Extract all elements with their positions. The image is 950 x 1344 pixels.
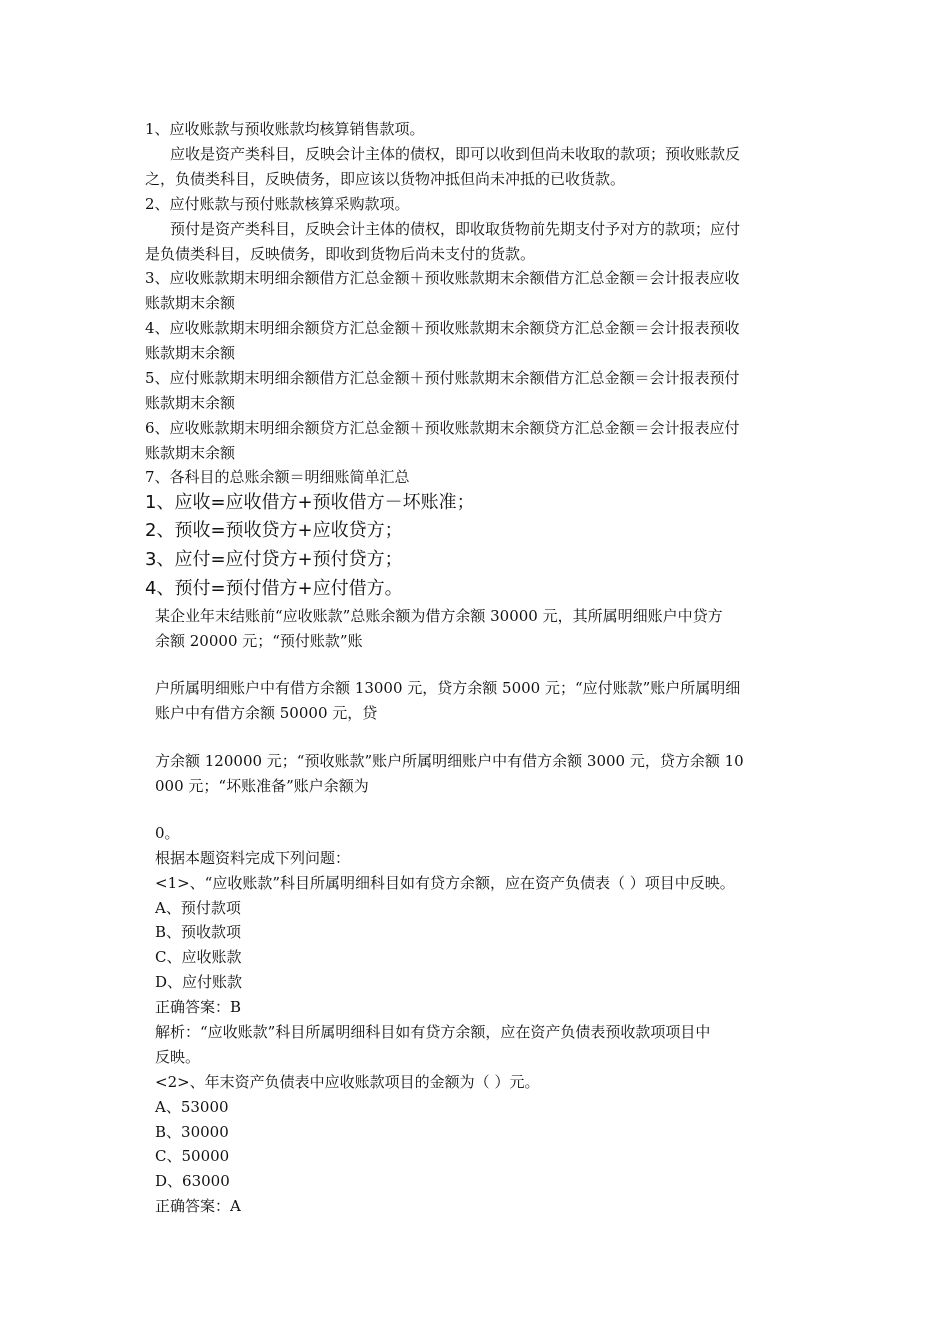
formula-4: 4、预付=预付借方+应付借方。 bbox=[145, 578, 403, 599]
q1-analysis-a: 解析：“应收账款”科目所属明细科目如有贷方余额，应在资产负债表预收款项项目中 bbox=[155, 1023, 711, 1041]
paragraph-2a: 预付是资产类科目，反映会计主体的债权，即收取货物前先期支付予对方的款项；应付 bbox=[170, 220, 741, 238]
q2-answer: 正确答案：A bbox=[155, 1197, 241, 1215]
q2-option-a: A、53000 bbox=[155, 1098, 229, 1116]
case-line-3: 户所属明细账户中有借方余额 13000 元，贷方余额 5000 元；“应付账款”账户所属明细 bbox=[155, 679, 741, 697]
q1-option-c: C、应收账款 bbox=[155, 948, 242, 966]
paragraph-4a: 4、应收账款期末明细余额贷方汇总金额＋预收账款期末余额贷方汇总金额＝会计报表预收 bbox=[145, 319, 740, 337]
formula-2: 2、预收=预收贷方+应收贷方； bbox=[145, 520, 403, 541]
q1-option-b: B、预收款项 bbox=[155, 923, 242, 941]
q1-answer: 正确答案：B bbox=[155, 998, 242, 1016]
paragraph-2: 2、应付账款与预付账款核算采购款项。 bbox=[145, 195, 410, 213]
paragraph-1a: 应收是资产类科目，反映会计主体的债权，即可以收到但尚未收取的款项；预收账款反 bbox=[170, 145, 741, 163]
case-line-6: 000 元；“坏账准备”账户余额为 bbox=[155, 777, 369, 795]
case-line-4: 账户中有借方余额 50000 元，贷 bbox=[155, 704, 378, 722]
case-line-1: 某企业年末结账前“应收账款”总账余额为借方余额 30000 元，其所属明细账户中贷方 bbox=[155, 607, 723, 625]
paragraph-5b: 账款期末余额 bbox=[145, 394, 236, 412]
case-line-7: 0。 bbox=[155, 824, 180, 842]
case-line-2: 余额 20000 元；“预付账款”账 bbox=[155, 632, 363, 650]
case-instructions: 根据本题资料完成下列问题： bbox=[155, 849, 351, 867]
formula-1: 1、应收=应收借方+预收借方－坏账准； bbox=[145, 492, 475, 513]
paragraph-6b: 账款期末余额 bbox=[145, 444, 236, 462]
formula-3: 3、应付=应付贷方+预付贷方； bbox=[145, 549, 403, 570]
paragraph-1: 1、应收账款与预收账款均核算销售款项。 bbox=[145, 120, 425, 138]
paragraph-4b: 账款期末余额 bbox=[145, 344, 236, 362]
paragraph-5a: 5、应付账款期末明细余额借方汇总金额＋预付账款期末余额借方汇总金额＝会计报表预付 bbox=[145, 369, 740, 387]
paragraph-7: 7、各科目的总账余额＝明细账简单汇总 bbox=[145, 468, 410, 486]
q1-option-a: A、预付款项 bbox=[155, 899, 241, 917]
case-line-5: 方余额 120000 元；“预收账款”账户所属明细账户中有借方余额 3000 元，贷方余额 10 bbox=[155, 752, 744, 770]
question-1: <1>、“应收账款”科目所属明细科目如有贷方余额，应在资产负债表（ ）项目中反映。 bbox=[155, 874, 735, 892]
q2-option-b: B、30000 bbox=[155, 1123, 229, 1141]
q2-option-c: C、50000 bbox=[155, 1147, 230, 1165]
q2-option-d: D、63000 bbox=[155, 1172, 230, 1190]
paragraph-3b: 账款期末余额 bbox=[145, 294, 236, 312]
paragraph-2b: 是负债类科目，反映债务，即收到货物后尚未支付的货款。 bbox=[145, 245, 536, 263]
paragraph-1b: 之，负债类科目，反映债务，即应该以货物冲抵但尚未冲抵的已收货款。 bbox=[145, 170, 626, 188]
paragraph-6a: 6、应收账款期末明细余额贷方汇总金额＋预收账款期末余额贷方汇总金额＝会计报表应付 bbox=[145, 419, 740, 437]
paragraph-3a: 3、应收账款期末明细余额借方汇总金额＋预收账款期末余额借方汇总金额＝会计报表应收 bbox=[145, 269, 740, 287]
question-2: <2>、年末资产负债表中应收账款项目的金额为（ ）元。 bbox=[155, 1073, 540, 1091]
q1-option-d: D、应付账款 bbox=[155, 973, 243, 991]
q1-analysis-b: 反映。 bbox=[155, 1048, 201, 1066]
